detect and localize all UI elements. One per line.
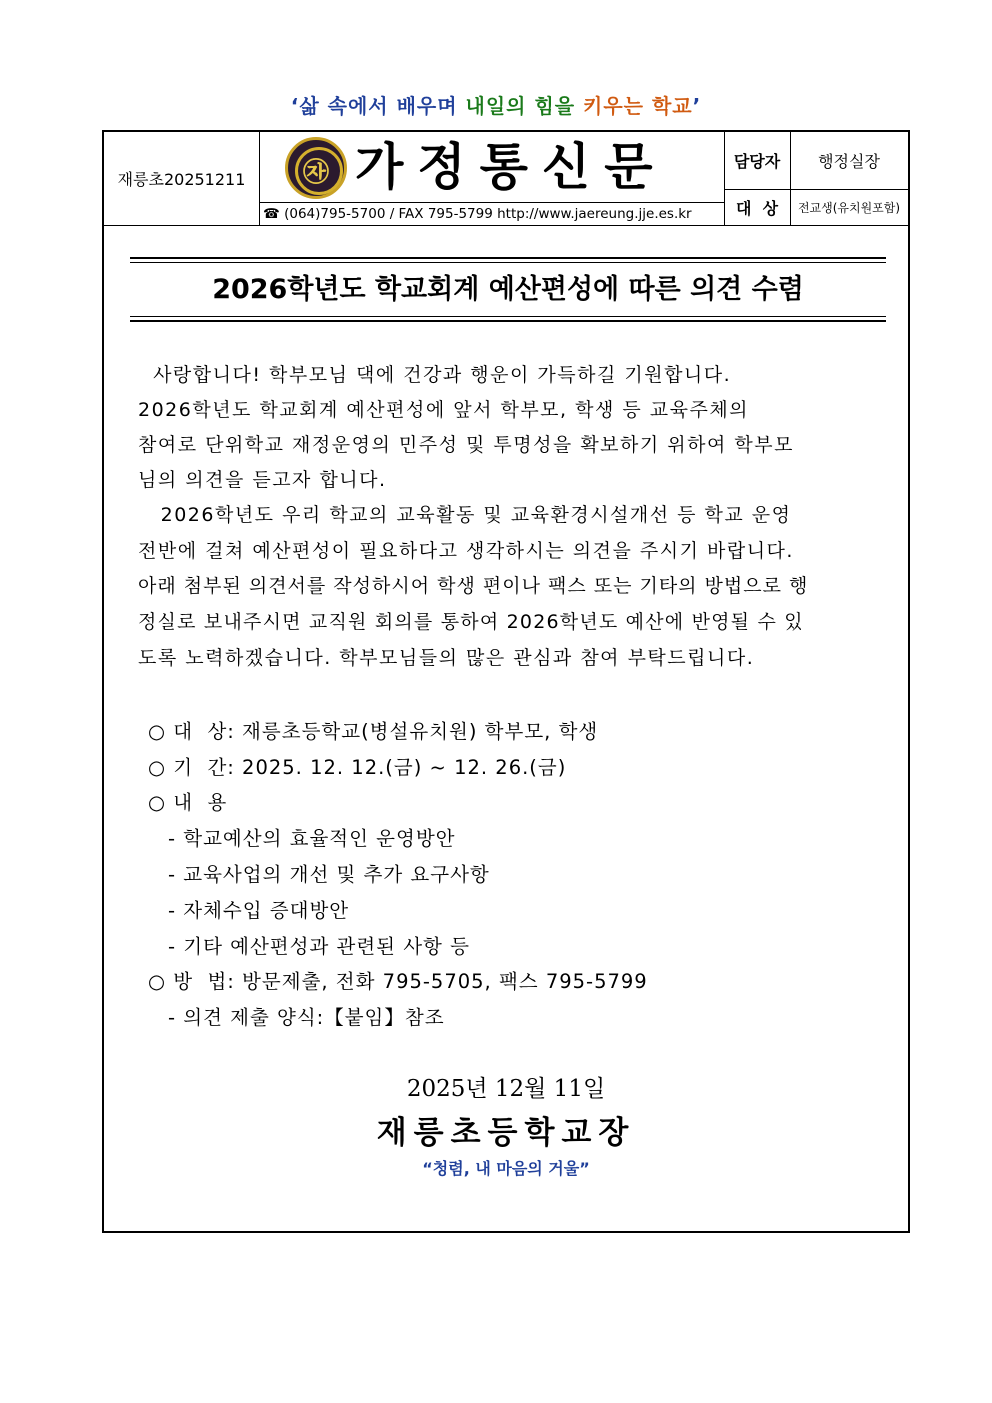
body-line: 정실로 보내주시면 교직원 회의를 통하여 2026학년도 예산에 반영될 수 있 [138,611,804,633]
masthead [259,132,725,225]
motto-open: ‘삶 속에서 [290,94,397,118]
body-line: 사랑합니다! 학부모님 댁에 건강과 행운이 가득하길 기원합니다. [138,364,732,386]
item-target: ○ 대 상: 재릉초등학교(병설유치원) 학부모, 학생 [148,720,599,743]
motto-close: ’ [692,94,702,118]
body-line: 님의 의견을 듣고자 합니다. [138,469,387,491]
charge-value: 행정실장 [790,132,908,190]
body-line: 아래 첨부된 의견서를 작성하시어 학생 편이나 팩스 또는 기타의 방법으로 행 [138,575,809,597]
sub-item: - 기타 예산편성과 관련된 사항 등 [168,935,470,958]
issue-date: 2025년 12월 11일 [406,1076,606,1102]
motto-school: 학교 [651,94,693,118]
title-rule-bottom [130,316,886,322]
sub-item: - 교육사업의 개선 및 추가 요구사항 [168,863,490,886]
principal-signature: 재릉초등학교장 [376,1115,636,1151]
motto-learn: 배우며 [396,94,458,118]
target-value: 전교생(유치원포함) [797,200,901,215]
body-line: 참여로 단위학교 재정운영의 민주성 및 투명성을 확보하기 위하여 학부모 [138,434,794,456]
sub-item: - 의견 제출 양식:【붙임】참조 [168,1006,445,1029]
document-number: 재릉초20251211 [104,132,260,225]
body-line: 2026학년도 우리 학교의 교육활동 및 교육환경시설개선 등 학교 운영 [138,504,792,526]
notice-title: 2026학년도 학교회계 예산편성에 따른 의견 수렴 [212,274,804,305]
body-line: 전반에 걸쳐 예산편성이 필요하다고 생각하시는 의견을 주시기 바랍니다. [138,540,794,562]
item-method: ○ 방 법: 방문제출, 전화 795-5705, 팩스 795-5799 [148,970,648,993]
body-line: 2026학년도 학교회계 예산편성에 앞서 학부모, 학생 등 교육주체의 [138,399,750,421]
header-table [104,132,908,226]
newsletter-frame [102,130,910,1233]
title-rule-top [130,257,886,263]
body-line: 도록 노력하겠습니다. 학부모님들의 많은 관심과 참여 부탁드립니다. [138,647,755,669]
target-label: 대 상 [724,189,791,225]
motto-tomorrow: 내일의 [465,94,527,118]
charge-label: 담당자 [724,132,791,190]
item-period: ○ 기 간: 2025. 12. 12.(금) ~ 12. 26.(금) [148,756,567,779]
school-logo-icon [285,137,347,199]
sub-item: - 학교예산의 효율적인 운영방안 [168,827,456,850]
logo-glyph: ㉶ [302,158,329,188]
motto-grow: 키우는 [583,94,645,118]
contact-info: ☎ (064)795-5700 / FAX 795-5799 http://www.jaereung.jje.es.kr [259,202,724,225]
sub-item: - 자체수입 증대방안 [168,899,350,922]
integrity-slogan: “청렴, 내 마음의 거울” [422,1159,590,1178]
motto-power: 힘을 [534,94,576,118]
newsletter-title: 가정통신문 [355,137,667,196]
school-motto [0,90,992,119]
item-content: ○ 내 용 [148,791,228,814]
